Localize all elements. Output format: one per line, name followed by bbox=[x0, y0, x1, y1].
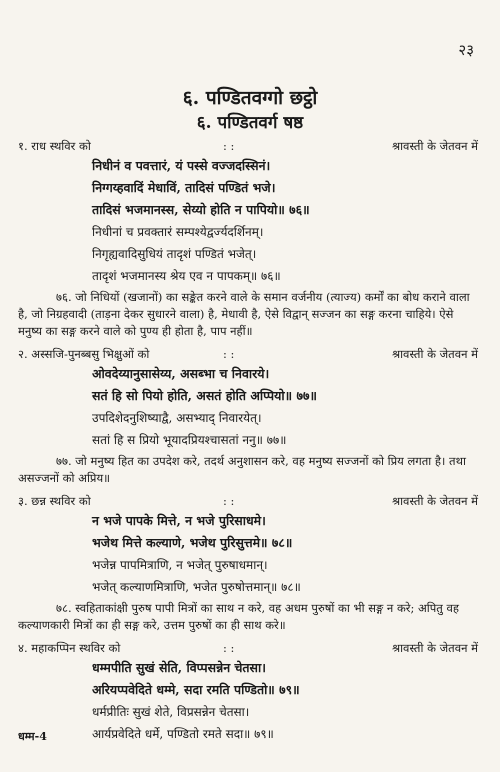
verse-line: आर्यप्रवेदिते धर्मे, पण्डितो रमते सदा॥ ७९॥ bbox=[92, 727, 274, 741]
place: श्रावस्ती के जेतवन में bbox=[391, 494, 478, 508]
sanskrit-verse bbox=[18, 221, 478, 287]
addressee: ३. छन्न स्थविर को bbox=[18, 494, 91, 508]
verse-line: तादृशं भजमानस्य श्रेय एव न पापकम्॥ ७६॥ bbox=[92, 269, 281, 283]
verse-line: न भजे पापके मित्ते, न भजे पुरिसाधमे। bbox=[92, 513, 266, 528]
chapter-subtitle: ६. पण्डितवर्ग षष्ठ bbox=[196, 113, 304, 133]
addressee: ४. महाकप्पिन स्थविर को bbox=[18, 641, 121, 655]
hindi-gloss: ७६. जो निधियों (खजानों) का सङ्केत करने वाले के समान वर्जनीय (त्याज्य) कर्मों का बोध कराने वाला है, जो निग्रहवादी (ताड़ना देकर सुधारने वाला) है, मेधावी है, ऐसे विद्वान् सज्जन का सङ्ग करना चाहिये। ऐसे मनुष्य का सङ्ग करने वाले को पुण्य ही होता है, पाप नहीं॥ bbox=[18, 290, 470, 338]
section-heading bbox=[18, 138, 478, 155]
place: श्रावस्ती के जेतवन में bbox=[391, 641, 478, 655]
verse-line: निधीनां च प्रवक्तारं सम्पश्येद्वर्ज्यदर्शिनम्। bbox=[92, 225, 264, 239]
verse-line: सतां हि स प्रियो भूयादप्रियश्चासतां ननु॥ ७७॥ bbox=[92, 433, 287, 447]
pali-verse bbox=[18, 510, 478, 554]
hindi-gloss: ७८. स्वहिताकांक्षी पुरुष पापी मित्रों का साथ न करे, वह अधम पुरुषों का भी सङ्ग न करे; अपितु वह कल्याणकारी मित्रों का ही सङ्ग करे, उत्तम पुरुषों का ही साथ करे॥ bbox=[18, 601, 460, 632]
hindi-gloss: ७७. जो मनुष्य हित का उपदेश करे, तदर्थ अनुशासन करे, वह मनुष्य सज्जनों को प्रिय लगता है। तथा असज्जनों को अप्रिय॥ bbox=[18, 454, 466, 485]
separator: : : bbox=[223, 494, 235, 508]
verse-line: भजेन्न पापमित्राणि, न भजेत् पुरुषाधमान्। bbox=[92, 558, 268, 572]
pali-verse bbox=[18, 155, 478, 221]
section-heading bbox=[18, 493, 478, 510]
sanskrit-verse bbox=[18, 554, 478, 598]
verse-line: उपदिशेदनुशिष्याद्वै, असभ्याद् निवारयेत्। bbox=[92, 411, 262, 425]
addressee: २. अस्सजि-पुनब्बसु भिक्षुओं को bbox=[18, 347, 150, 361]
verse-line: धम्मपीति सुखं सेति, विप्पसन्नेन चेतसा। bbox=[92, 660, 266, 675]
sanskrit-verse bbox=[18, 701, 478, 745]
verse-line: ओवदेय्यानुसासेय्य, असब्भा च निवारये। bbox=[92, 366, 270, 381]
separator: : : bbox=[223, 347, 235, 361]
chapter-title: ६. पण्डितवग्गो छट्ठो bbox=[182, 87, 318, 109]
sanskrit-verse bbox=[18, 407, 478, 451]
section-heading bbox=[18, 640, 478, 657]
pali-verse bbox=[18, 657, 478, 701]
verse-line: निग्गय्हवादिं मेधाविं, तादिसं पण्डितं भजे। bbox=[92, 180, 276, 195]
place: श्रावस्ती के जेतवन में bbox=[391, 139, 478, 153]
pali-verse bbox=[18, 363, 478, 407]
verse-line: निधीनं व पवत्तारं, यं पस्से वज्जदस्सिनं। bbox=[92, 158, 271, 173]
separator: : : bbox=[223, 641, 235, 655]
place: श्रावस्ती के जेतवन में bbox=[391, 347, 478, 361]
page-content bbox=[18, 138, 478, 751]
verse-line: भजेत् कल्याणमित्राणि, भजेत पुरुषोत्तमान्॥ ७८॥ bbox=[92, 580, 301, 594]
addressee: १. राध स्थविर को bbox=[18, 139, 91, 153]
verse-line: भजेथ मित्ते कल्याणे, भजेथ पुरिसुत्तमे॥ ७८॥ bbox=[92, 535, 293, 550]
section-4 bbox=[18, 640, 478, 745]
section-heading bbox=[18, 346, 478, 363]
verse-line: सतं हि सो पियो होति, असतं होति अप्पियो॥ ७७॥ bbox=[92, 388, 317, 403]
verse-line: धर्मप्रीतिः सुखं शेते, विप्रसन्नेन चेतसा। bbox=[92, 705, 250, 719]
verse-line: तादिसं भजमानस्स, सेय्यो होति न पापियो॥ ७६॥ bbox=[92, 202, 310, 217]
separator: : : bbox=[223, 139, 235, 153]
verse-line: निगृह्यवादिसुधियं तादृशं पण्डितं भजेत्। bbox=[92, 247, 257, 261]
page-number: २३ bbox=[458, 41, 474, 59]
section-1 bbox=[18, 138, 478, 340]
verse-line: अरियप्पवेदिते धम्मे, सदा रमति पण्डितो॥ ७९॥ bbox=[92, 682, 300, 697]
section-3 bbox=[18, 493, 478, 634]
section-2 bbox=[18, 346, 478, 487]
footer-label: धम्म-4 bbox=[18, 730, 47, 743]
